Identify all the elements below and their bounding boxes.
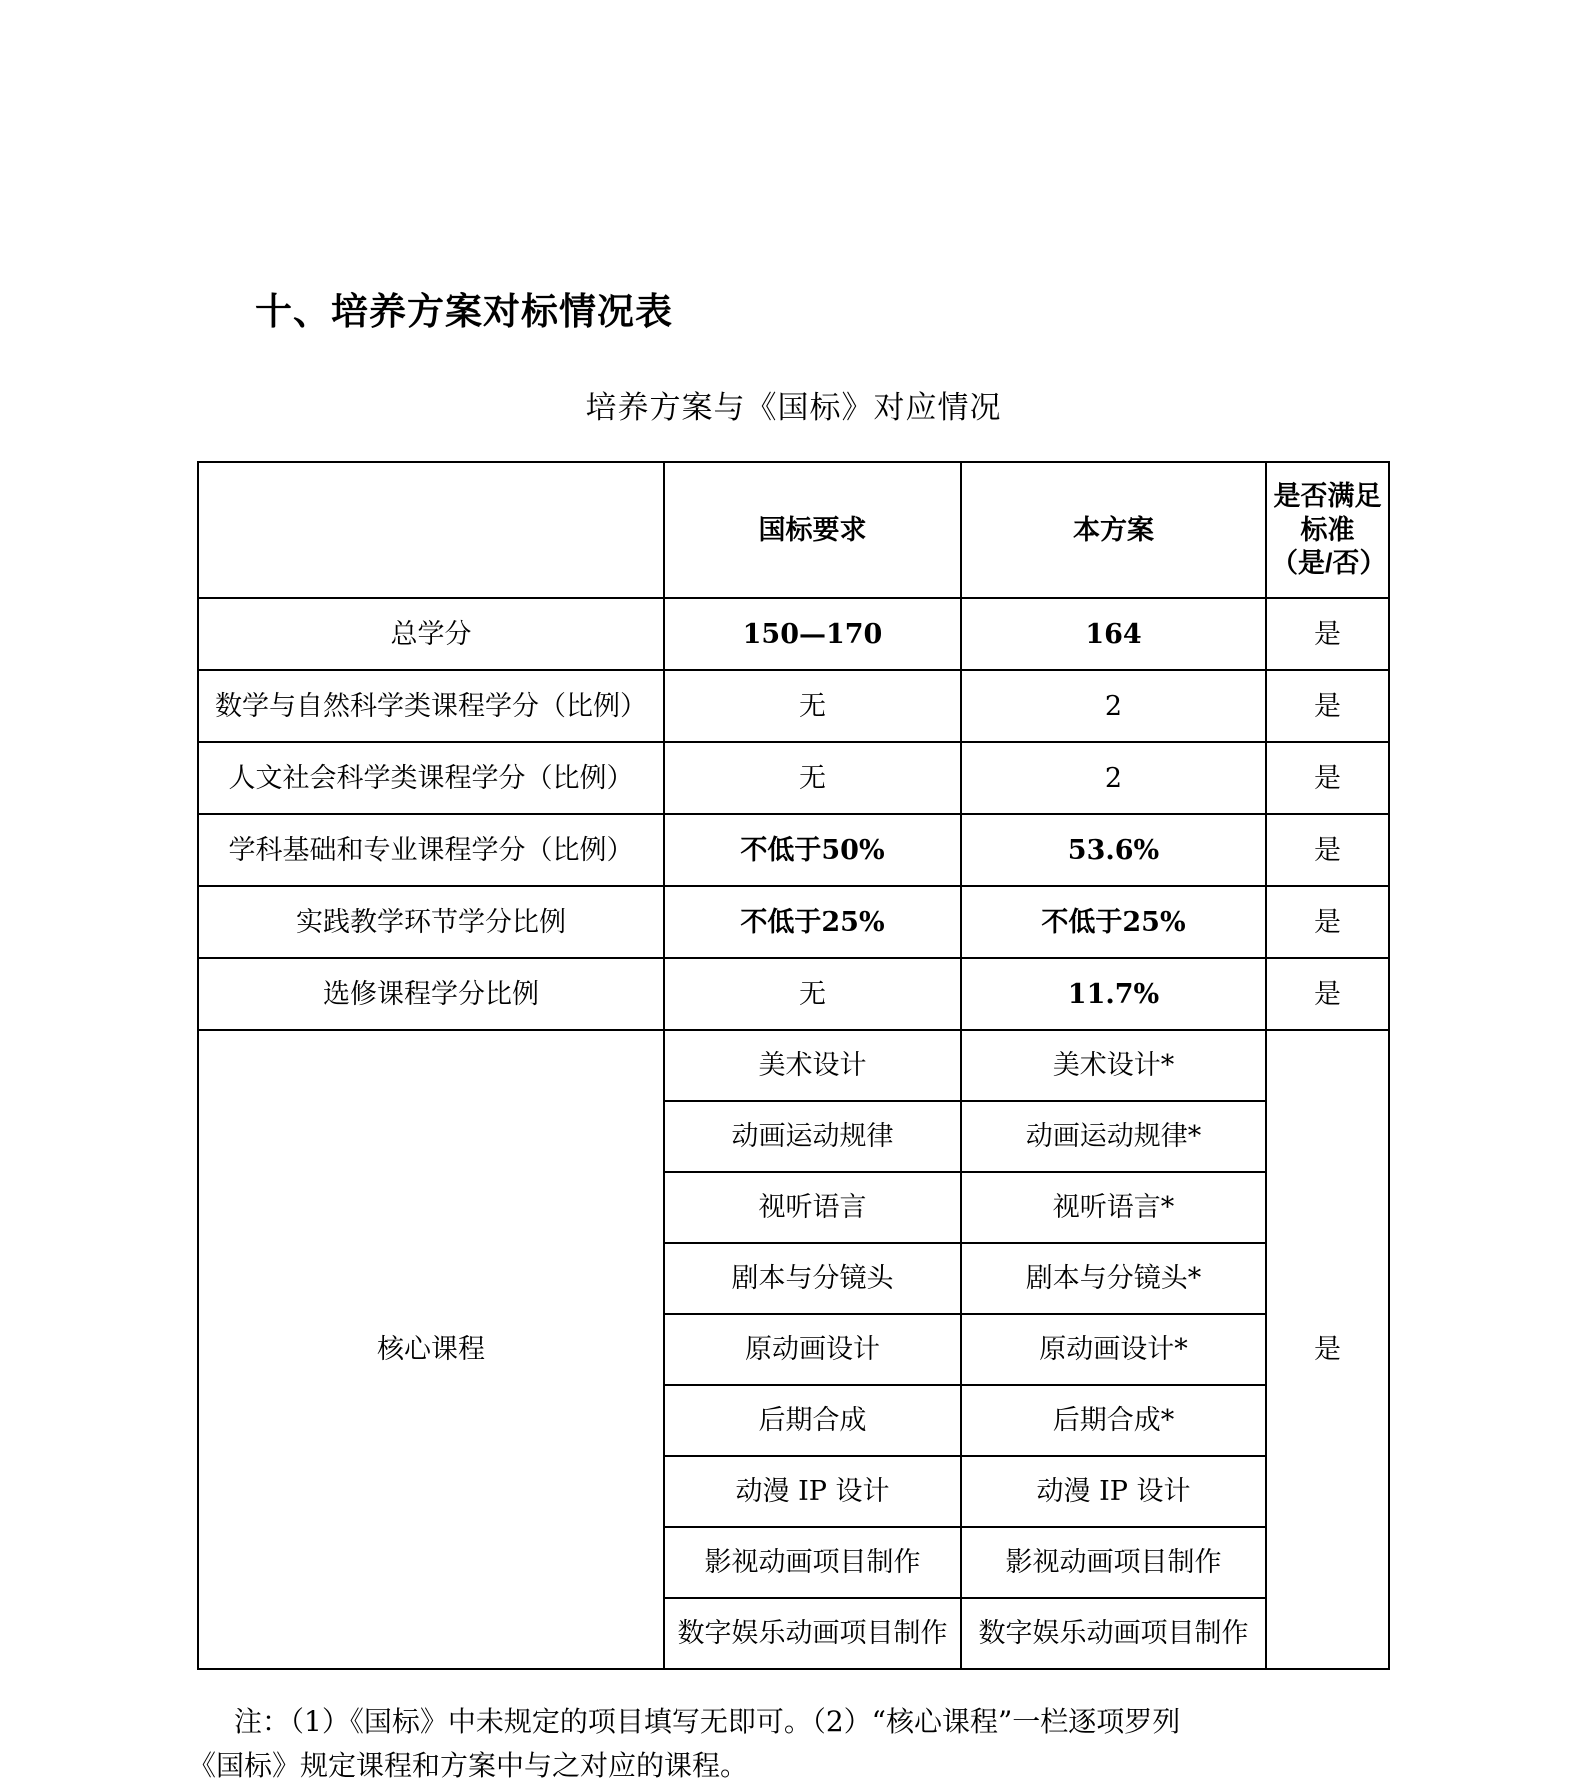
row-item: 数学与自然科学类课程学分（比例） (198, 670, 664, 742)
core-plan: 后期合成* (961, 1385, 1266, 1456)
row-plan: 2 (961, 670, 1266, 742)
row-plan: 不低于25% (961, 886, 1266, 958)
row-plan: 11.7% (961, 958, 1266, 1030)
header-cell-item (198, 462, 664, 598)
row-meets: 是 (1266, 814, 1389, 886)
core-plan: 视听语言* (961, 1172, 1266, 1243)
core-course-row (198, 1030, 1389, 1101)
core-plan: 数字娱乐动画项目制作 (961, 1598, 1266, 1669)
row-item: 实践教学环节学分比例 (198, 886, 664, 958)
table-row (198, 958, 1389, 1030)
row-standard: 无 (664, 670, 961, 742)
note-line-2: 《国标》规定课程和方案中与之对应的课程。 (188, 1748, 749, 1782)
row-meets: 是 (1266, 742, 1389, 814)
table-caption: 培养方案与《国标》对应情况 (585, 390, 1002, 427)
core-standard: 动漫 IP 设计 (664, 1456, 961, 1527)
core-standard: 剧本与分镜头 (664, 1243, 961, 1314)
row-standard: 150—170 (664, 598, 961, 670)
row-plan: 164 (961, 598, 1266, 670)
core-plan: 动画运动规律* (961, 1101, 1266, 1172)
core-standard: 动画运动规律 (664, 1101, 961, 1172)
core-standard: 美术设计 (664, 1030, 961, 1101)
row-meets: 是 (1266, 958, 1389, 1030)
core-plan: 原动画设计* (961, 1314, 1266, 1385)
row-standard: 无 (664, 958, 961, 1030)
table-note (170, 1700, 1417, 1787)
core-plan: 动漫 IP 设计 (961, 1456, 1266, 1527)
core-courses-meets: 是 (1266, 1030, 1389, 1669)
row-plan: 53.6% (961, 814, 1266, 886)
row-meets: 是 (1266, 670, 1389, 742)
core-plan: 美术设计* (961, 1030, 1266, 1101)
table-row (198, 742, 1389, 814)
table-row (198, 886, 1389, 958)
row-meets: 是 (1266, 886, 1389, 958)
row-standard: 无 (664, 742, 961, 814)
table-header-row (198, 462, 1389, 598)
row-standard: 不低于25% (664, 886, 961, 958)
note-line-1: 注：（1）《国标》中未规定的项目填写无即可。（2）“核心课程”一栏逐项罗列 (234, 1705, 1181, 1739)
row-item: 人文社会科学类课程学分（比例） (198, 742, 664, 814)
core-standard: 影视动画项目制作 (664, 1527, 961, 1598)
row-item: 选修课程学分比例 (198, 958, 664, 1030)
header-cell-standard: 国标要求 (664, 462, 961, 598)
row-item: 总学分 (198, 598, 664, 670)
table-row (198, 670, 1389, 742)
header-meets-line1: 是否满足 (1273, 480, 1382, 511)
row-standard: 不低于50% (664, 814, 961, 886)
core-courses-label: 核心课程 (198, 1030, 664, 1669)
row-plan: 2 (961, 742, 1266, 814)
table-row (198, 598, 1389, 670)
core-plan: 剧本与分镜头* (961, 1243, 1266, 1314)
header-cell-plan: 本方案 (961, 462, 1266, 598)
header-meets-line3: （是/否） (1271, 548, 1387, 579)
core-standard: 后期合成 (664, 1385, 961, 1456)
header-cell-meets (1266, 462, 1389, 598)
core-standard: 视听语言 (664, 1172, 961, 1243)
row-meets: 是 (1266, 598, 1389, 670)
core-standard: 数字娱乐动画项目制作 (664, 1598, 961, 1669)
core-plan: 影视动画项目制作 (961, 1527, 1266, 1598)
core-standard: 原动画设计 (664, 1314, 961, 1385)
comparison-table (197, 461, 1390, 1670)
page-title: 十、培养方案对标情况表 (255, 291, 673, 332)
table-row (198, 814, 1389, 886)
header-meets-line2: 标准 (1300, 514, 1355, 545)
row-item: 学科基础和专业课程学分（比例） (198, 814, 664, 886)
